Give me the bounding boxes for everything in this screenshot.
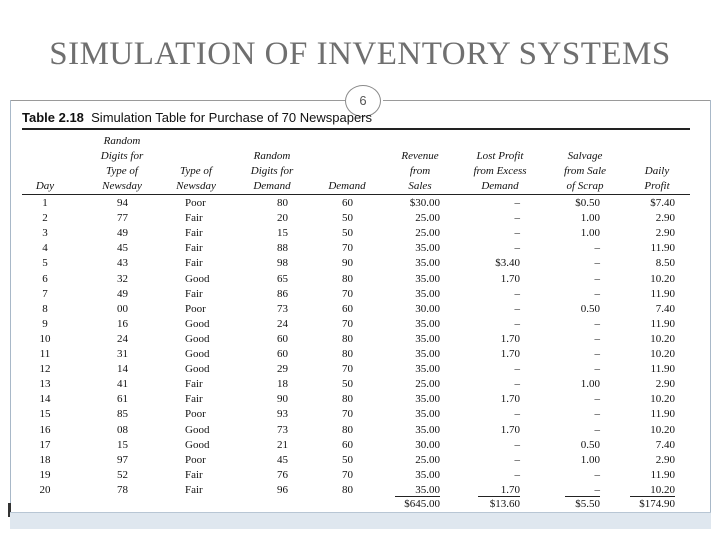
- cell-demand: 70: [342, 468, 353, 481]
- cell-revenue: 35.00: [415, 393, 440, 406]
- cell-day: 6: [42, 272, 48, 285]
- cell-demand: 60: [342, 302, 353, 315]
- table-row: [0, 362, 720, 377]
- cell-random-demand: 98: [277, 257, 288, 270]
- cell-salvage: –: [594, 468, 600, 481]
- cell-type: Fair: [185, 483, 203, 496]
- cell-salvage: 1.00: [580, 453, 600, 466]
- table-caption-text: Simulation Table for Purchase of 70 Newspapers: [91, 110, 372, 125]
- cell-day: 4: [42, 242, 48, 255]
- cell-salvage: –: [594, 393, 600, 406]
- cell-daily-profit: 11.90: [650, 287, 675, 300]
- cell-revenue: 35.00: [415, 483, 440, 496]
- cell-lost-profit: –: [514, 317, 520, 330]
- cell-demand: 50: [342, 378, 353, 391]
- cell-lost-profit: –: [514, 302, 520, 315]
- cell-type: Fair: [185, 227, 203, 240]
- header-salvage: Salvage from Sale of Scrap: [563, 150, 607, 192]
- cell-demand: 80: [342, 332, 353, 345]
- cell-random-demand: 73: [277, 302, 288, 315]
- cell-revenue: 35.00: [415, 317, 440, 330]
- cell-random-demand: 18: [277, 378, 288, 391]
- table-row: [0, 302, 720, 317]
- cell-demand: 70: [342, 287, 353, 300]
- cell-salvage: 1.00: [580, 227, 600, 240]
- cell-day: 2: [42, 212, 48, 225]
- cell-type: Fair: [185, 393, 203, 406]
- cell-lost-profit: –: [514, 408, 520, 421]
- cell-revenue: $30.00: [409, 197, 440, 209]
- cell-salvage: 0.50: [580, 438, 600, 451]
- cell-demand: 70: [342, 242, 353, 255]
- cell-random-type: 32: [117, 272, 128, 285]
- cell-daily-profit: 10.20: [650, 483, 675, 496]
- cell-salvage: –: [594, 348, 600, 360]
- cell-salvage: –: [594, 287, 600, 300]
- title-divider-left: [10, 100, 345, 101]
- cell-daily-profit: 7.40: [655, 302, 675, 315]
- table-row: [0, 377, 720, 392]
- cell-random-demand: 76: [277, 468, 288, 481]
- cell-daily-profit: 10.20: [650, 393, 675, 406]
- cell-revenue: 25.00: [415, 378, 440, 391]
- cell-day: 1: [42, 197, 48, 209]
- cell-lost-profit: –: [514, 287, 520, 300]
- table-row: [0, 468, 720, 483]
- cell-salvage: 1.00: [580, 212, 600, 225]
- cell-demand: 90: [342, 257, 353, 270]
- cell-demand: 60: [342, 438, 353, 451]
- cell-type: Poor: [185, 453, 206, 466]
- table-row: [0, 272, 720, 287]
- cell-lost-profit: –: [514, 468, 520, 481]
- header-random-demand: Random Digits for Demand: [250, 150, 294, 192]
- cell-revenue: 35.00: [415, 272, 440, 285]
- table-row: [0, 453, 720, 468]
- cell-salvage: –: [594, 272, 600, 285]
- table-row: [0, 483, 720, 498]
- cell-random-demand: 24: [277, 317, 288, 330]
- cell-lost-profit: $3.40: [495, 257, 520, 270]
- cell-day: 16: [39, 423, 51, 436]
- cell-day: 20: [39, 483, 51, 496]
- cell-day: 18: [39, 453, 51, 466]
- table-row: [0, 317, 720, 332]
- cell-day: 10: [39, 332, 51, 345]
- table-row: [0, 407, 720, 422]
- cell-random-demand: 15: [277, 227, 288, 240]
- cell-daily-profit: 11.90: [650, 468, 675, 481]
- cell-lost-profit: 1.70: [500, 348, 520, 360]
- table-caption: [22, 110, 372, 125]
- cell-random-type: 24: [117, 332, 128, 345]
- cell-revenue: 25.00: [415, 453, 440, 466]
- cell-salvage: –: [594, 363, 600, 376]
- cell-random-type: 52: [117, 468, 128, 481]
- table-row: [0, 347, 720, 362]
- cell-type: Good: [185, 438, 210, 451]
- cell-demand: 60: [342, 197, 353, 209]
- table-row: [0, 196, 720, 211]
- table-row: [0, 392, 720, 407]
- cell-random-demand: 60: [277, 332, 288, 345]
- cell-day: 19: [39, 468, 51, 481]
- cell-lost-profit: –: [514, 363, 520, 376]
- cell-random-type: 77: [117, 212, 128, 225]
- cell-salvage: –: [594, 423, 600, 436]
- cell-daily-profit: 10.20: [650, 332, 675, 345]
- cell-salvage: –: [594, 242, 600, 255]
- cell-revenue: 35.00: [415, 468, 440, 481]
- table-row: [0, 332, 720, 347]
- slide-bottom-bar: [10, 512, 711, 529]
- title-divider-right: [383, 100, 710, 101]
- slide-title: SIMULATION OF INVENTORY SYSTEMS: [49, 36, 671, 72]
- cell-day: 11: [39, 348, 51, 360]
- cell-type: Good: [185, 423, 210, 436]
- cell-revenue: 25.00: [415, 227, 440, 240]
- cell-random-demand: 45: [277, 453, 288, 466]
- cell-type: Good: [185, 272, 210, 285]
- cell-day: 3: [42, 227, 48, 240]
- cell-random-type: 16: [117, 317, 128, 330]
- cell-salvage: –: [594, 332, 600, 345]
- cell-random-type: 45: [117, 242, 128, 255]
- cell-random-type: 08: [117, 423, 128, 436]
- table-row: [0, 211, 720, 226]
- cell-type: Good: [185, 348, 210, 360]
- cell-random-type: 15: [117, 438, 128, 451]
- cell-daily-profit: 10.20: [650, 423, 675, 436]
- cell-random-type: 49: [117, 227, 128, 240]
- cell-revenue: 35.00: [415, 332, 440, 345]
- cell-daily-profit: 11.90: [650, 242, 675, 255]
- total-salvage: $5.50: [575, 498, 600, 510]
- cell-random-demand: 86: [277, 287, 288, 300]
- cell-lost-profit: –: [514, 227, 520, 240]
- cell-demand: 50: [342, 212, 353, 225]
- cell-lost-profit: –: [514, 197, 520, 209]
- header-revenue: Revenue from Sales: [401, 150, 439, 192]
- cell-random-demand: 88: [277, 242, 288, 255]
- cell-day: 5: [42, 257, 48, 270]
- cell-random-type: 78: [117, 483, 128, 496]
- cell-random-demand: 65: [277, 272, 288, 285]
- cell-random-type: 49: [117, 287, 128, 300]
- cell-revenue: 35.00: [415, 408, 440, 421]
- cell-type: Poor: [185, 302, 206, 315]
- cell-lost-profit: 1.70: [500, 423, 520, 436]
- cell-lost-profit: –: [514, 242, 520, 255]
- cell-revenue: 35.00: [415, 363, 440, 376]
- header-demand: Demand: [328, 180, 366, 192]
- cell-salvage: –: [594, 408, 600, 421]
- cell-salvage: –: [594, 483, 600, 496]
- cell-day: 7: [42, 287, 48, 300]
- cell-random-demand: 21: [277, 438, 288, 451]
- table-label: Table 2.18: [22, 110, 84, 125]
- cell-daily-profit: 2.90: [655, 227, 675, 240]
- cell-day: 14: [39, 393, 51, 406]
- cell-lost-profit: 1.70: [500, 272, 520, 285]
- cell-daily-profit: 10.20: [650, 348, 675, 360]
- cell-random-type: 31: [117, 348, 128, 360]
- total-daily-profit: $174.90: [639, 498, 675, 510]
- cell-day: 9: [42, 317, 48, 330]
- table-row: [0, 256, 720, 271]
- cell-lost-profit: –: [514, 378, 520, 391]
- header-lost-profit: Lost Profit from Excess Demand: [473, 150, 527, 192]
- cell-type: Poor: [185, 408, 206, 421]
- cell-random-type: 94: [117, 197, 128, 209]
- cell-random-type: 61: [117, 393, 128, 406]
- table-row: [0, 438, 720, 453]
- page-number-badge: 6: [345, 85, 381, 117]
- cell-type: Poor: [185, 197, 206, 209]
- cell-random-type: 85: [117, 408, 128, 421]
- cell-revenue: 35.00: [415, 348, 440, 360]
- cell-random-type: 14: [117, 363, 128, 376]
- cell-lost-profit: 1.70: [500, 483, 520, 496]
- cell-type: Fair: [185, 242, 203, 255]
- cell-lost-profit: 1.70: [500, 332, 520, 345]
- total-lost-profit: $13.60: [489, 498, 520, 510]
- cell-type: Fair: [185, 378, 203, 391]
- total-revenue: $645.00: [404, 498, 440, 510]
- caption-rule: [22, 128, 690, 130]
- cell-type: Fair: [185, 287, 203, 300]
- cell-type: Good: [185, 332, 210, 345]
- cell-revenue: 35.00: [415, 287, 440, 300]
- cell-random-demand: 93: [277, 408, 288, 421]
- cell-lost-profit: –: [514, 438, 520, 451]
- table-row: [0, 226, 720, 241]
- cell-daily-profit: $7.40: [650, 197, 675, 209]
- cell-demand: 70: [342, 408, 353, 421]
- cell-random-demand: 90: [277, 393, 288, 406]
- cell-demand: 70: [342, 363, 353, 376]
- cell-lost-profit: –: [514, 453, 520, 466]
- cell-random-demand: 60: [277, 348, 288, 360]
- header-type: Type of Newsday: [176, 165, 216, 192]
- cell-revenue: 30.00: [415, 438, 440, 451]
- cell-random-demand: 73: [277, 423, 288, 436]
- cell-daily-profit: 11.90: [650, 408, 675, 421]
- cell-daily-profit: 11.90: [650, 317, 675, 330]
- cell-revenue: 35.00: [415, 257, 440, 270]
- cell-random-demand: 80: [277, 197, 288, 209]
- header-day: Day: [35, 180, 55, 192]
- cell-daily-profit: 11.90: [650, 363, 675, 376]
- cell-daily-profit: 10.20: [650, 272, 675, 285]
- header-random-type: Random Digits for Type of Newsday: [100, 135, 144, 192]
- cell-revenue: 25.00: [415, 212, 440, 225]
- cell-random-demand: 20: [277, 212, 288, 225]
- cell-salvage: –: [594, 317, 600, 330]
- cell-lost-profit: 1.70: [500, 393, 520, 406]
- header-rule: [22, 194, 690, 195]
- cell-demand: 80: [342, 272, 353, 285]
- cell-type: Good: [185, 363, 210, 376]
- cell-daily-profit: 7.40: [655, 438, 675, 451]
- cell-random-type: 97: [117, 453, 128, 466]
- cell-day: 12: [39, 363, 51, 376]
- cell-daily-profit: 2.90: [655, 378, 675, 391]
- cell-salvage: 1.00: [580, 378, 600, 391]
- cell-daily-profit: 2.90: [655, 453, 675, 466]
- cell-random-type: 00: [117, 302, 128, 315]
- cell-random-demand: 96: [277, 483, 288, 496]
- cell-daily-profit: 8.50: [655, 257, 675, 270]
- cell-random-type: 43: [117, 257, 128, 270]
- cell-demand: 80: [342, 348, 353, 360]
- cell-daily-profit: 2.90: [655, 212, 675, 225]
- cell-salvage: –: [594, 257, 600, 270]
- header-daily-profit: Daily Profit: [644, 165, 670, 192]
- cell-demand: 80: [342, 483, 353, 496]
- cell-random-demand: 29: [277, 363, 288, 376]
- cell-day: 17: [39, 438, 51, 451]
- cell-type: Good: [185, 317, 210, 330]
- cell-demand: 50: [342, 453, 353, 466]
- totals-row: [0, 497, 720, 512]
- cell-type: Fair: [185, 212, 203, 225]
- cell-type: Fair: [185, 257, 203, 270]
- cell-salvage: 0.50: [580, 302, 600, 315]
- cell-demand: 50: [342, 227, 353, 240]
- cell-day: 15: [39, 408, 51, 421]
- table-row: [0, 287, 720, 302]
- cell-revenue: 35.00: [415, 242, 440, 255]
- cell-revenue: 35.00: [415, 423, 440, 436]
- table-row: [0, 241, 720, 256]
- cell-type: Fair: [185, 468, 203, 481]
- cell-demand: 80: [342, 393, 353, 406]
- cell-random-type: 41: [117, 378, 128, 391]
- cell-salvage: $0.50: [575, 197, 600, 209]
- table-row: [0, 423, 720, 438]
- cell-revenue: 30.00: [415, 302, 440, 315]
- cell-day: 13: [39, 378, 51, 391]
- cell-day: 8: [42, 302, 48, 315]
- cell-demand: 70: [342, 317, 353, 330]
- cell-demand: 80: [342, 423, 353, 436]
- cell-lost-profit: –: [514, 212, 520, 225]
